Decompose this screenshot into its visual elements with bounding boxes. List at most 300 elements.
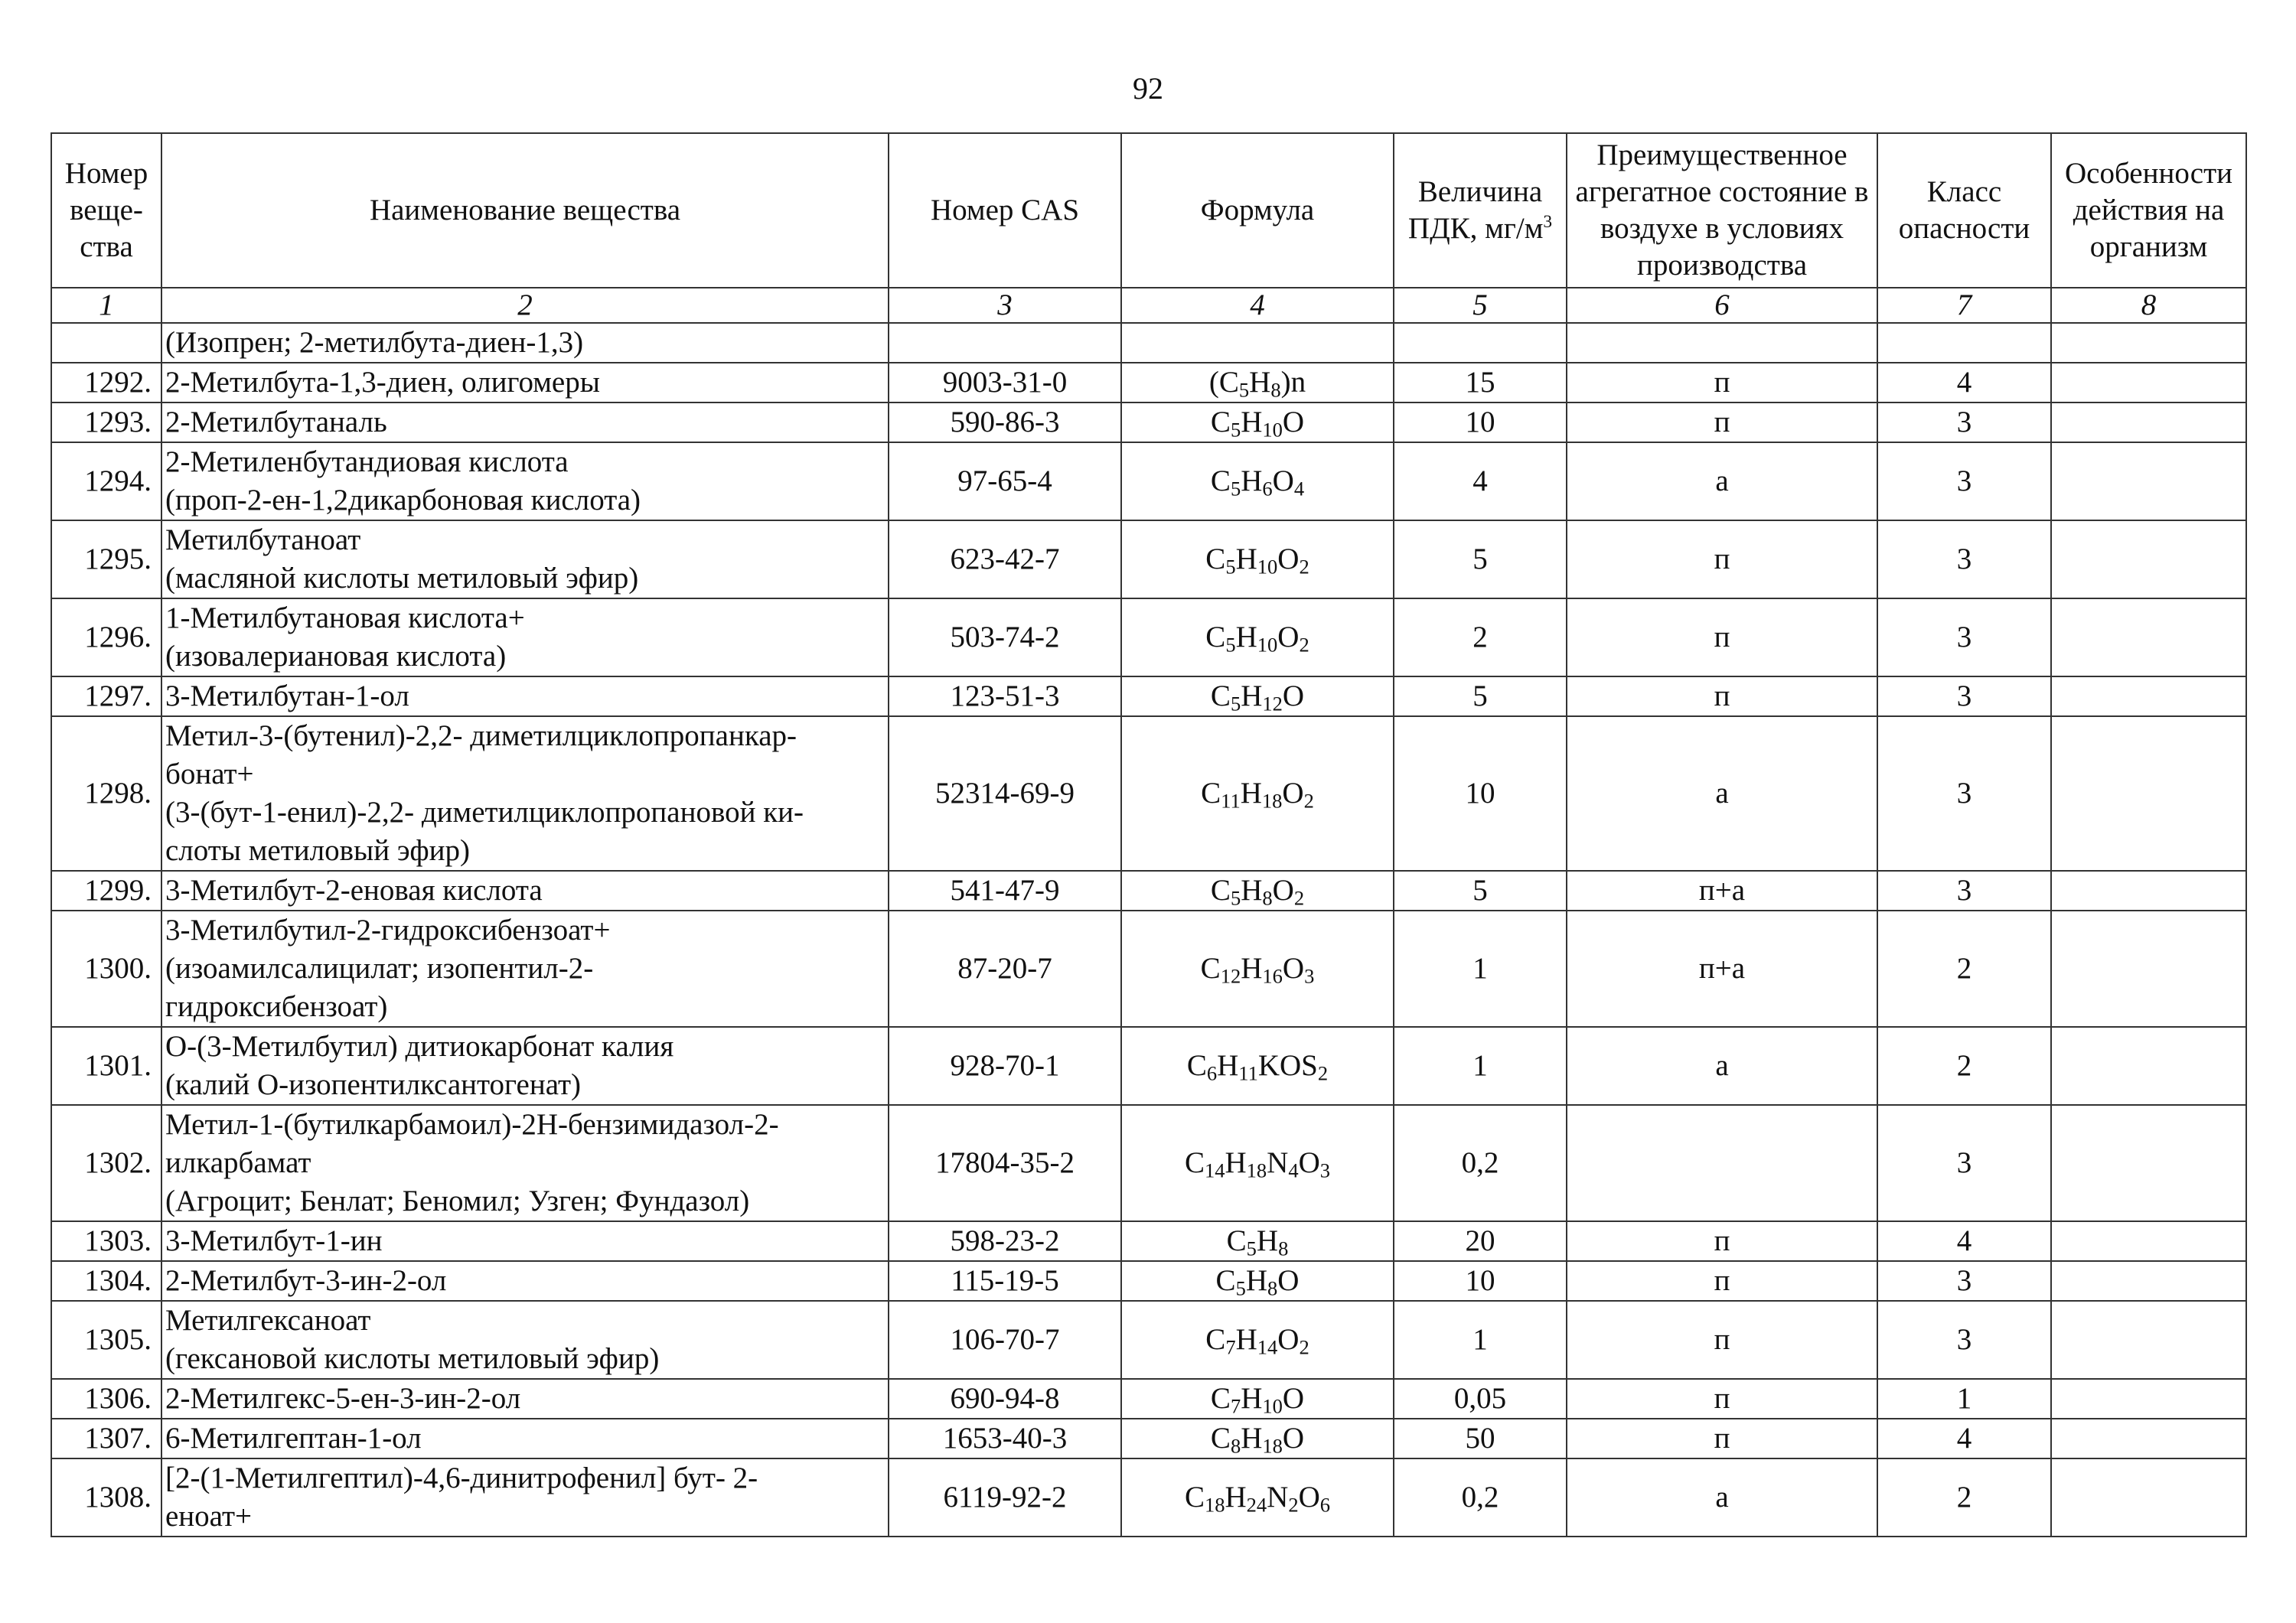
substance-name [161,402,889,442]
substance-name [161,1105,889,1221]
health-effects [2051,911,2246,1027]
cas-number: 52314-69-9 [889,716,1121,871]
formula-symbol: KOS [1257,1049,1318,1082]
header-aggregate-state: Преимущественное агрегатное состояние в воздухе в условиях производства [1567,133,1877,288]
substance-name-line: (проп-2-ен-1,2дикарбоновая кислота) [165,484,641,517]
table-row [51,363,2246,402]
pdk-value: 0,2 [1394,1105,1567,1221]
aggregate-state: п [1567,1261,1877,1301]
formula-symbol: O [1298,1481,1320,1514]
table-row [51,598,2246,676]
formula-symbol: O [1282,1422,1305,1455]
hazard-class: 3 [1877,871,2051,911]
table-row [51,1458,2246,1537]
substance-name [161,1027,889,1105]
table-row [51,676,2246,716]
column-index: 1 [51,288,161,323]
chemical-formula [1121,1379,1394,1419]
substance-number: 1293. [51,402,161,442]
header-cas-number: Номер CAS [889,133,1121,288]
formula-symbol: O [1277,621,1300,653]
aggregate-state: а [1567,1027,1877,1105]
substance-name [161,1419,889,1458]
chemical-formula [1121,1221,1394,1261]
health-effects [2051,1458,2246,1537]
formula-symbol: O [1282,680,1305,712]
header-formula: Формула [1121,133,1394,288]
substance-name-line: (изоамилсалицилат; изопентил-2- [165,952,594,985]
formula-subscript: 6 [1319,1493,1331,1517]
substance-name-line: еноат+ [165,1500,253,1533]
pdk-value: 1 [1394,1301,1567,1379]
chemical-formula [1121,1458,1394,1537]
formula-symbol: O [1272,464,1294,497]
substance-number: 1302. [51,1105,161,1221]
hazard-class: 3 [1877,1105,2051,1221]
substance-number: 1297. [51,676,161,716]
empty-cell [1121,323,1394,363]
formula-subscript: 3 [1319,1159,1331,1182]
hazard-class: 3 [1877,1261,2051,1301]
substance-name-line: (3-(бут-1-енил)-2,2- диметилциклопропановой ки- [165,796,804,829]
chemical-formula [1121,442,1394,520]
substance-name-line: слоты метиловый эфир) [165,834,470,867]
formula-symbol: N [1267,1481,1289,1514]
formula-subscript: 6 [1262,477,1273,500]
substance-name [161,1301,889,1379]
substance-number: 1305. [51,1301,161,1379]
formula-symbol: C [1184,1146,1205,1179]
substance-number: 1300. [51,911,161,1027]
formula-subscript: 8 [1230,1434,1241,1458]
formula-subscript: 12 [1262,692,1283,715]
table-row [51,1027,2246,1105]
table-row [51,716,2246,871]
formula-subscript: 8 [1262,886,1273,910]
formula-symbol: C [1184,1481,1205,1514]
substance-name-line: Метилгексаноат [165,1304,371,1337]
hazard-class: 4 [1877,1221,2051,1261]
substance-name [161,363,889,402]
formula-subscript: 2 [1303,789,1314,813]
substance-name-line: 2-Метиленбутандиовая кислота [165,445,569,478]
continuation-row [51,323,2246,363]
empty-cell [1394,323,1567,363]
formula-subscript: 11 [1221,789,1241,813]
header-pdk-label: Величина ПДК, мг/м [1407,175,1544,245]
formula-symbol: C [1210,1422,1231,1455]
substance-name-line: гидроксибензоат) [165,990,388,1023]
formula-subscript: 12 [1220,964,1241,988]
health-effects [2051,1261,2246,1301]
chemical-formula [1121,402,1394,442]
cas-number: 87-20-7 [889,911,1121,1027]
formula-symbol: C [1200,952,1221,985]
pdk-value: 1 [1394,911,1567,1027]
substance-name [161,1458,889,1537]
formula-symbol: H [1241,1382,1263,1415]
cas-number: 123-51-3 [889,676,1121,716]
chemical-formula [1121,1027,1394,1105]
formula-subscript: 5 [1225,633,1236,657]
formula-subscript: 5 [1235,1276,1246,1300]
table-row [51,1221,2246,1261]
substance-name [161,871,889,911]
table-row [51,402,2246,442]
aggregate-state: п [1567,676,1877,716]
formula-symbol: H [1241,952,1263,985]
formula-subscript: 16 [1262,964,1283,988]
formula-subscript: 18 [1262,1434,1283,1458]
chemical-formula [1121,598,1394,676]
hazard-class: 3 [1877,1301,2051,1379]
pdk-value: 0,05 [1394,1379,1567,1419]
health-effects [2051,871,2246,911]
aggregate-state: п [1567,1379,1877,1419]
table-row [51,911,2246,1027]
formula-symbol: (C [1208,366,1239,399]
substance-name-line: 2-Метилбута-1,3-диен, олигомеры [165,366,600,399]
cas-number: 928-70-1 [889,1027,1121,1105]
substance-name-line: 1-Метилбутановая кислота+ [165,601,525,634]
column-index: 3 [889,288,1121,323]
formula-symbol: N [1267,1146,1289,1179]
formula-subscript: 2 [1293,886,1305,910]
substance-name-line: 3-Метилбутил-2-гидроксибензоат+ [165,914,611,947]
hazard-class: 2 [1877,1027,2051,1105]
substance-number: 1295. [51,520,161,598]
substance-number: 1303. [51,1221,161,1261]
formula-symbol: H [1235,543,1257,575]
formula-subscript: 2 [1317,1061,1329,1085]
table-row [51,1105,2246,1221]
table-row [51,1301,2246,1379]
pdk-value: 50 [1394,1419,1567,1458]
substance-name [161,1261,889,1301]
substance-name-line: 2-Метилбут-3-ин-2-ол [165,1264,447,1297]
chemical-formula [1121,1261,1394,1301]
column-index: 4 [1121,288,1394,323]
chemical-formula [1121,1419,1394,1458]
pdk-value: 2 [1394,598,1567,676]
cas-number: 106-70-7 [889,1301,1121,1379]
column-index: 6 [1567,288,1877,323]
continuation-name-cell: (Изопрен; 2-метилбута-диен-1,3) [161,323,889,363]
formula-subscript: 7 [1225,1335,1236,1359]
substance-name [161,442,889,520]
aggregate-state: п [1567,1221,1877,1261]
formula-subscript: 14 [1257,1335,1278,1359]
formula-symbol: )n [1280,366,1306,399]
formula-symbol: H [1249,366,1271,399]
health-effects [2051,520,2246,598]
table-row [51,1379,2246,1419]
formula-subscript: 5 [1230,477,1241,500]
aggregate-state: п [1567,402,1877,442]
health-effects [2051,1027,2246,1105]
substance-name [161,716,889,871]
formula-symbol: H [1245,1264,1267,1297]
cas-number: 17804-35-2 [889,1105,1121,1221]
substance-name-line: (Агроцит; Бенлат; Беномил; Узген; Фундазол) [165,1185,750,1217]
chemical-formula [1121,676,1394,716]
hazard-class: 3 [1877,598,2051,676]
hazard-class: 3 [1877,442,2051,520]
formula-symbol: O [1282,406,1305,438]
aggregate-state: п [1567,520,1877,598]
formula-symbol: C [1205,621,1226,653]
formula-symbol: O [1282,1382,1305,1415]
formula-subscript: 8 [1267,1276,1278,1300]
table-body [51,323,2246,1537]
substance-name-line: 2-Метилгекс-5-ен-3-ин-2-ол [165,1382,521,1415]
formula-subscript: 10 [1262,1394,1283,1418]
table-row [51,871,2246,911]
pdk-value: 10 [1394,1261,1567,1301]
formula-symbol: H [1225,1481,1247,1514]
table-row [51,442,2246,520]
hazard-class: 3 [1877,402,2051,442]
substance-name-line: Метил-3-(бутенил)-2,2- диметилциклопропанкар- [165,719,797,752]
aggregate-state: а [1567,716,1877,871]
formula-symbol: H [1235,621,1257,653]
health-effects [2051,716,2246,871]
table-header-row [51,133,2246,288]
page-number: 92 [1133,71,1163,106]
substance-name-line: 3-Метилбутан-1-ол [165,680,409,712]
aggregate-state: а [1567,1458,1877,1537]
aggregate-state [1567,1105,1877,1221]
health-effects [2051,1419,2246,1458]
aggregate-state: а [1567,442,1877,520]
substance-number: 1294. [51,442,161,520]
substance-number: 1299. [51,871,161,911]
hazard-class: 1 [1877,1379,2051,1419]
formula-subscript: 10 [1257,633,1278,657]
substance-name-line: (гексановой кислоты метиловый эфир) [165,1342,660,1375]
substance-name-line: Метилбутаноат [165,523,361,556]
substance-name [161,676,889,716]
substance-number: 1304. [51,1261,161,1301]
substance-name [161,1379,889,1419]
substance-name-line: 3-Метилбут-1-ин [165,1224,383,1257]
column-index: 7 [1877,288,2051,323]
formula-symbol: H [1217,1049,1239,1082]
formula-subscript: 8 [1270,378,1281,402]
formula-subscript: 5 [1230,886,1241,910]
formula-subscript: 5 [1230,418,1241,442]
cas-number: 690-94-8 [889,1379,1121,1419]
hazard-class: 3 [1877,716,2051,871]
formula-subscript: 2 [1299,1335,1309,1359]
table-row [51,1419,2246,1458]
substance-name-line: (изовалериановая кислота) [165,640,507,673]
health-effects [2051,1221,2246,1261]
formula-symbol: H [1241,406,1263,438]
formula-symbol: O [1277,1323,1300,1356]
chemical-formula [1121,1301,1394,1379]
aggregate-state: п [1567,1419,1877,1458]
formula-symbol: O [1282,777,1304,810]
aggregate-state: п [1567,363,1877,402]
table-row [51,1261,2246,1301]
empty-cell [2051,323,2246,363]
formula-symbol: O [1277,543,1300,575]
formula-subscript: 6 [1206,1061,1218,1085]
substance-name [161,520,889,598]
column-index-row [51,288,2246,323]
substance-name-line: бонат+ [165,758,254,790]
substance-name-line: (калий О-изопентилксантогенат) [165,1068,582,1101]
substance-name-line: 6-Метилгептан-1-ол [165,1422,422,1455]
hazard-class: 4 [1877,363,2051,402]
formula-subscript: 18 [1261,789,1283,813]
pdk-value: 10 [1394,402,1567,442]
formula-symbol: O [1272,874,1294,907]
health-effects [2051,1105,2246,1221]
formula-symbol: H [1225,1146,1247,1179]
formula-subscript: 2 [1299,633,1309,657]
health-effects [2051,598,2246,676]
substance-number: 1306. [51,1379,161,1419]
cas-number: 598-23-2 [889,1221,1121,1261]
cas-number: 503-74-2 [889,598,1121,676]
continuation-number-cell [51,323,161,363]
chemical-formula [1121,871,1394,911]
cas-number: 97-65-4 [889,442,1121,520]
formula-subscript: 5 [1246,1237,1257,1260]
header-health-effects: Особенности действия на организм [2051,133,2246,288]
pdk-value: 4 [1394,442,1567,520]
chemical-formula [1121,1105,1394,1221]
pdk-value: 0,2 [1394,1458,1567,1537]
formula-symbol: C [1210,680,1231,712]
formula-symbol: C [1205,1323,1226,1356]
header-pdk-unit-exponent: 3 [1543,211,1553,232]
formula-symbol: H [1235,1323,1257,1356]
substance-name-line: илкарбамат [165,1146,311,1179]
header-hazard-class: Класс опасности [1877,133,2051,288]
chemical-formula [1121,911,1394,1027]
table-row [51,520,2246,598]
formula-subscript: 2 [1299,555,1309,578]
aggregate-state: п [1567,1301,1877,1379]
empty-cell [1567,323,1877,363]
substance-name-line: О-(3-Метилбутил) дитиокарбонат калия [165,1030,674,1063]
formula-subscript: 7 [1230,1394,1241,1418]
hazard-class: 2 [1877,1458,2051,1537]
hazard-class: 3 [1877,520,2051,598]
substance-name [161,1221,889,1261]
formula-symbol: H [1241,1422,1263,1455]
substance-number: 1307. [51,1419,161,1458]
formula-subscript: 4 [1293,477,1305,500]
health-effects [2051,442,2246,520]
formula-subscript: 10 [1262,418,1283,442]
cas-number: 9003-31-0 [889,363,1121,402]
health-effects [2051,402,2246,442]
formula-subscript: 2 [1288,1493,1299,1517]
cas-number: 590-86-3 [889,402,1121,442]
pdk-value: 5 [1394,871,1567,911]
formula-subscript: 18 [1246,1159,1267,1182]
formula-subscript: 3 [1304,964,1315,988]
formula-subscript: 10 [1257,555,1278,578]
formula-symbol: C [1215,1264,1236,1297]
aggregate-state: п [1567,598,1877,676]
cas-number: 541-47-9 [889,871,1121,911]
pdk-value: 10 [1394,716,1567,871]
cas-number: 623-42-7 [889,520,1121,598]
substance-name-line: Метил-1-(бутилкарбамоил)-2H-бензимидазол-2- [165,1108,779,1141]
aggregate-state: п+а [1567,911,1877,1027]
pdk-value: 1 [1394,1027,1567,1105]
pdk-value: 5 [1394,520,1567,598]
formula-subscript: 5 [1225,555,1236,578]
formula-symbol: C [1226,1224,1247,1257]
formula-symbol: O [1277,1264,1300,1297]
formula-subscript: 24 [1246,1493,1267,1517]
formula-symbol: C [1201,777,1221,810]
substance-name-line: [2-(1-Метилгептил)-4,6-динитрофенил] бут- 2- [165,1462,758,1494]
empty-cell [1877,323,2051,363]
formula-subscript: 5 [1230,692,1241,715]
health-effects [2051,1301,2246,1379]
substance-name [161,598,889,676]
substance-number: 1308. [51,1458,161,1537]
formula-symbol: C [1205,543,1226,575]
health-effects [2051,676,2246,716]
formula-subscript: 14 [1204,1159,1225,1182]
formula-symbol: H [1241,874,1263,907]
substance-number: 1296. [51,598,161,676]
formula-symbol: O [1282,952,1305,985]
cas-number: 6119-92-2 [889,1458,1121,1537]
substance-name-line: (масляной кислоты метиловый эфир) [165,562,639,595]
column-index: 8 [2051,288,2246,323]
pdk-value: 20 [1394,1221,1567,1261]
formula-symbol: H [1241,464,1263,497]
health-effects [2051,363,2246,402]
substance-name-line: 3-Метилбут-2-еновая кислота [165,874,543,907]
health-effects [2051,1379,2246,1419]
header-substance-name: Наименование вещества [161,133,889,288]
hazard-class: 4 [1877,1419,2051,1458]
formula-symbol: H [1240,777,1262,810]
aggregate-state: п+а [1567,871,1877,911]
column-index: 5 [1394,288,1567,323]
substance-number: 1298. [51,716,161,871]
pdk-value: 5 [1394,676,1567,716]
formula-symbol: H [1256,1224,1279,1257]
hazard-class: 2 [1877,911,2051,1027]
header-pdk-value [1394,133,1567,288]
cas-number: 1653-40-3 [889,1419,1121,1458]
formula-subscript: 11 [1238,1061,1258,1085]
formula-symbol: C [1210,1382,1231,1415]
formula-symbol: C [1210,464,1231,497]
formula-subscript: 4 [1288,1159,1299,1182]
substance-name-line: 2-Метилбутаналь [165,406,387,438]
cas-number: 115-19-5 [889,1261,1121,1301]
substance-name [161,911,889,1027]
header-substance-number: Номер веще-ства [51,133,161,288]
chemical-formula [1121,716,1394,871]
column-index: 2 [161,288,889,323]
pdk-value: 15 [1394,363,1567,402]
formula-symbol: O [1298,1146,1320,1179]
empty-cell [889,323,1121,363]
